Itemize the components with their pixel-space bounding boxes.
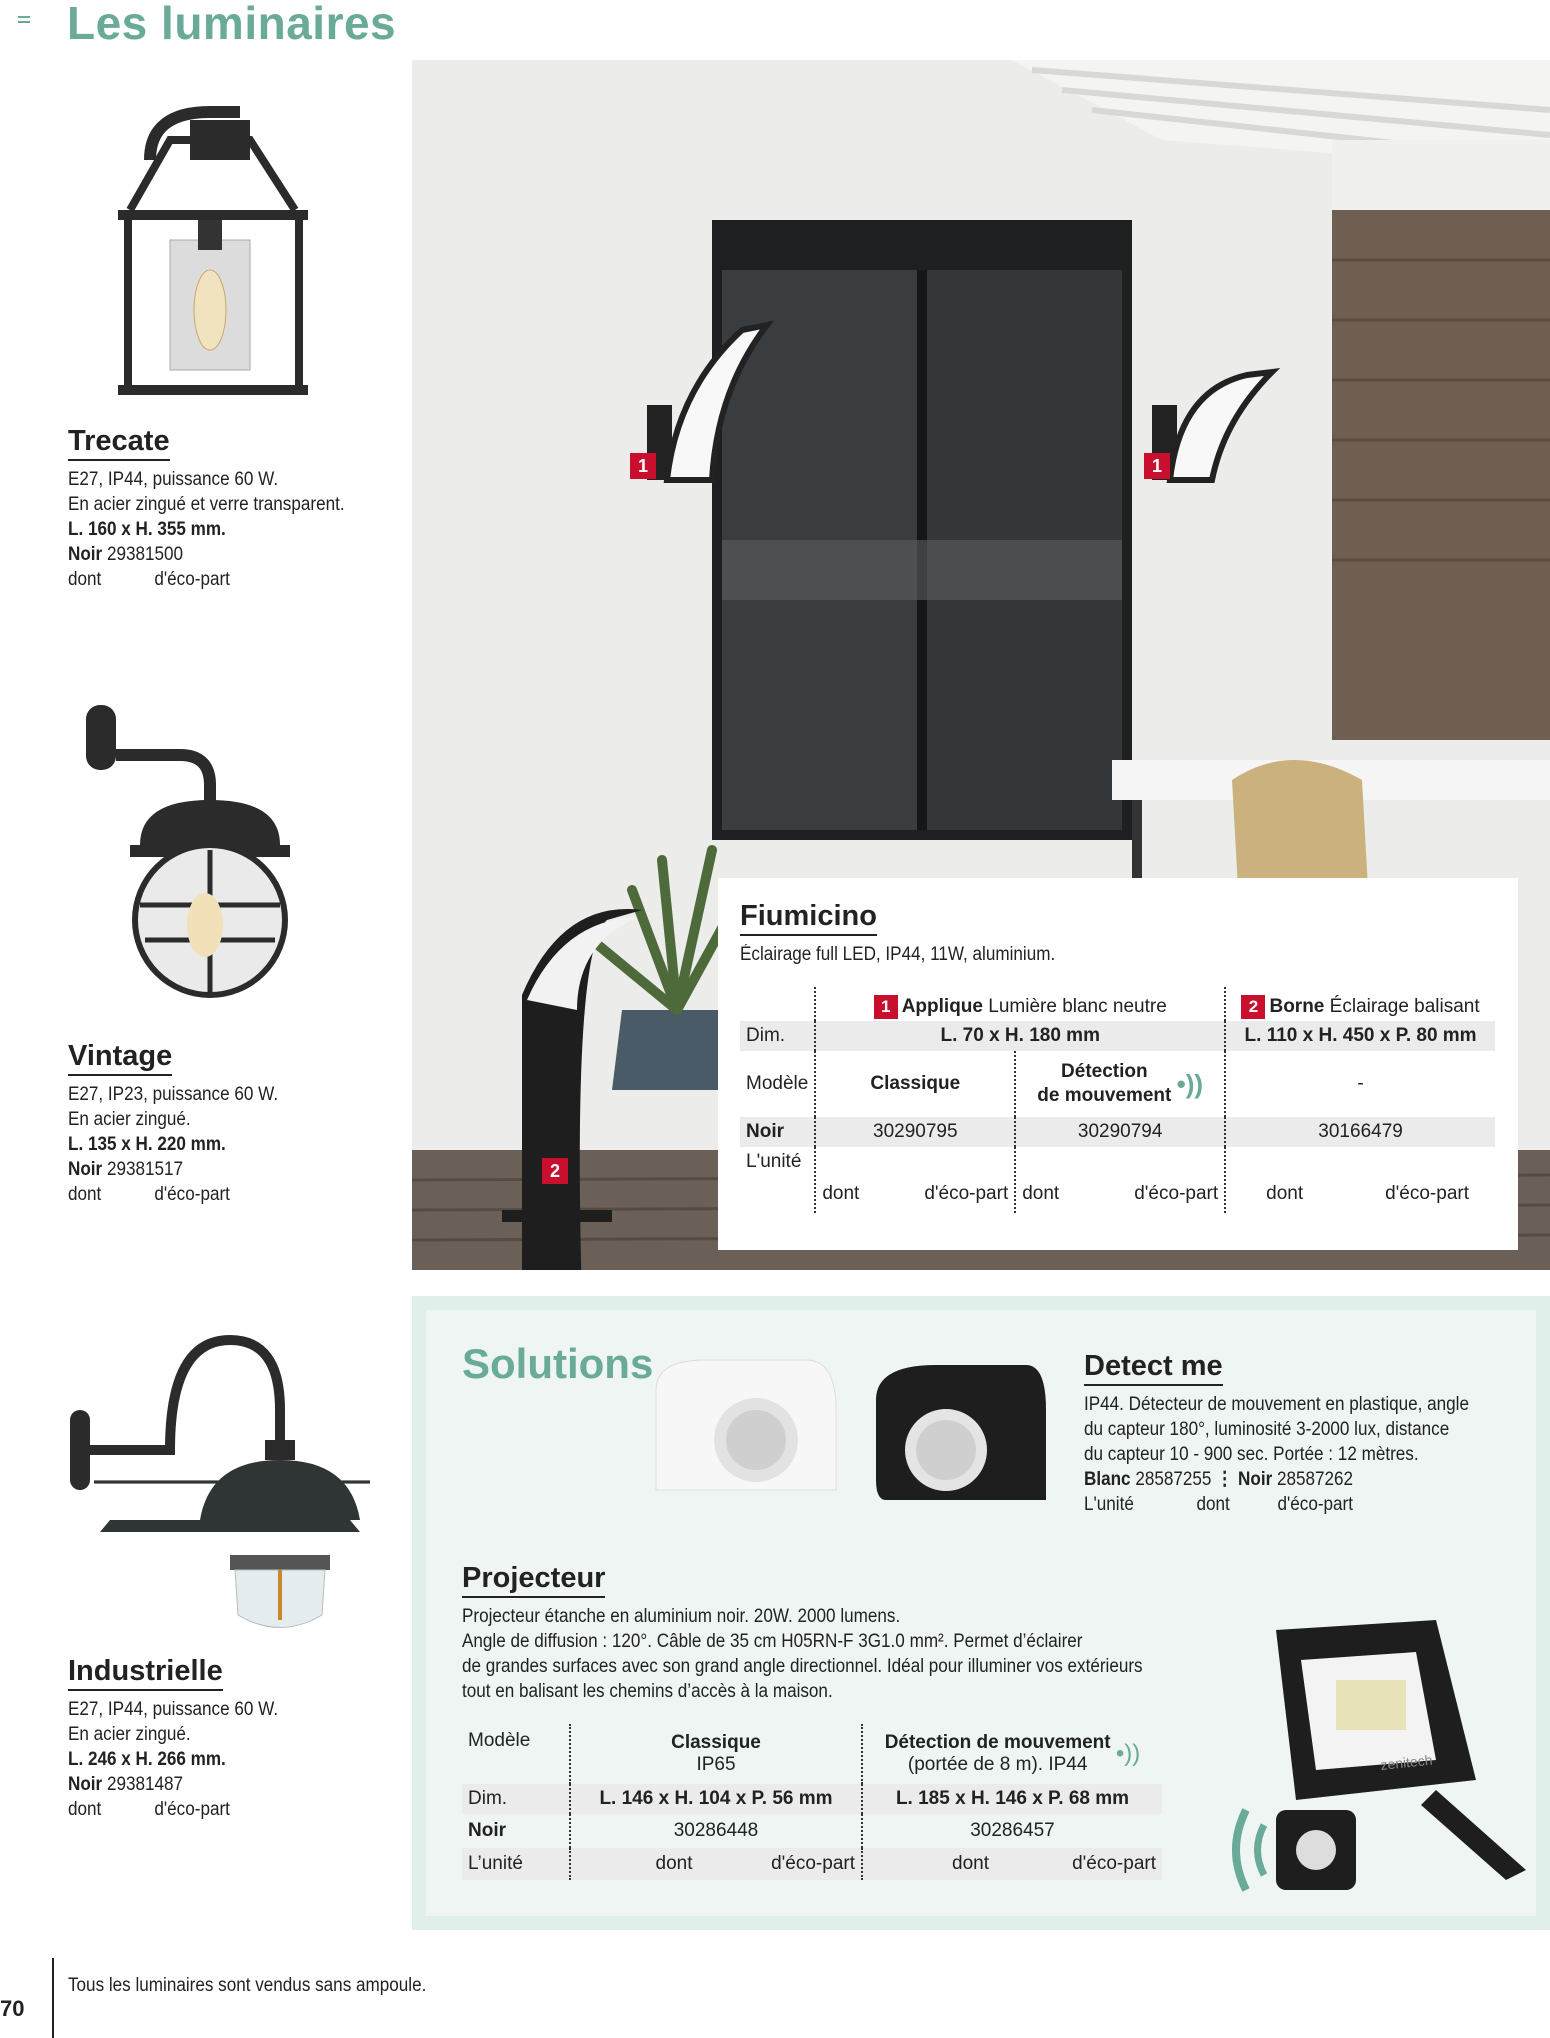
row-label: L'unité: [746, 1151, 802, 1172]
dont-label: dont: [655, 1853, 693, 1874]
reference: 30286448: [570, 1814, 862, 1848]
product-name: Projecteur: [462, 1562, 605, 1598]
reference: 30290795: [815, 1117, 1015, 1147]
dimensions: L. 135 x H. 220 mm.: [68, 1134, 226, 1155]
spec-line: E27, IP44, puissance 60 W.: [68, 469, 279, 490]
reference: 29381517: [106, 1159, 184, 1180]
motion-sensor-icon: •)): [1115, 1740, 1141, 1767]
product-detect-me: Detect me IP44. Détecteur de mouvement en plastique, angle du capteur 180°, luminosité 3-2000 lux, distance du capteur 10 - 900 sec. Portée : 12 mètres. Blanc 28587255 ⋮ Noir 28587262 L'unité dont d'éco-part: [1084, 1350, 1524, 1517]
model-value: IP65: [696, 1754, 736, 1775]
reference: 30166479: [1225, 1117, 1495, 1147]
dim-value: L. 146 x H. 104 x P. 56 mm: [570, 1784, 862, 1814]
page-title: Les luminaires: [67, 0, 397, 49]
row-label: Dim.: [746, 1025, 786, 1046]
dim-value: L. 70 x H. 180 mm: [815, 1021, 1225, 1051]
fiumicino-table: [740, 987, 1495, 1213]
reference: 29381500: [106, 544, 184, 565]
col-head-bold: Borne: [1269, 996, 1325, 1018]
model-value: de mouvement: [1037, 1085, 1172, 1106]
badge-2: 2: [542, 1158, 568, 1184]
eco-part-label: d'éco-part: [1072, 1853, 1156, 1874]
spec-line: tout en balisant les chemins d’accès à la maison.: [462, 1681, 833, 1702]
spec-line: du capteur 10 - 900 sec. Portée : 12 mètres.: [1084, 1444, 1419, 1465]
product-projecteur: [462, 1562, 1222, 1880]
menu-icon[interactable]: [18, 16, 30, 26]
dont-label: dont: [68, 1799, 102, 1820]
projector-image: [1206, 1610, 1536, 1910]
col-head-rest: Lumière blanc neutre: [988, 996, 1167, 1018]
dont-label: dont: [68, 1184, 102, 1205]
eco-part-label: d'éco-part: [1385, 1183, 1469, 1204]
vintage-lamp-image: [80, 705, 300, 1015]
reference: 30290794: [1015, 1117, 1225, 1147]
dimensions: L. 246 x H. 266 mm.: [68, 1749, 226, 1770]
solutions-title: Solutions: [462, 1340, 654, 1387]
eco-part-label: d'éco-part: [1277, 1494, 1354, 1515]
eco-part-label: d'éco-part: [1134, 1183, 1219, 1204]
dim-value: L. 185 x H. 146 x P. 68 mm: [862, 1784, 1162, 1814]
reference: 29381487: [106, 1774, 184, 1795]
spec-line: IP44. Détecteur de mouvement en plastique, angle: [1084, 1394, 1470, 1415]
dont-label: dont: [1196, 1494, 1230, 1515]
color-label: Noir: [1238, 1469, 1273, 1490]
dont-label: dont: [1266, 1183, 1304, 1204]
product-name: Fiumicino: [740, 900, 877, 936]
dimensions: L. 160 x H. 355 mm.: [68, 519, 226, 540]
product-vintage: [68, 1040, 301, 1207]
row-label: Noir: [468, 1820, 506, 1841]
badge-1: 1: [874, 995, 898, 1019]
color-label: Noir: [68, 1159, 103, 1180]
industrielle-lamp-image: [70, 1330, 370, 1630]
badge-2: 2: [1241, 995, 1265, 1019]
fiumicino-box: [718, 878, 1518, 1250]
col-head-bold: Applique: [901, 996, 983, 1018]
motion-sensor-icon: •)): [1176, 1069, 1204, 1099]
product-name: Industrielle: [68, 1655, 223, 1691]
spec-line: E27, IP44, puissance 60 W.: [68, 1699, 279, 1720]
solutions-panel: [412, 1296, 1550, 1930]
footer-note: Tous les luminaires sont vendus sans ampoule.: [68, 1975, 427, 1996]
trecate-lamp-image: [110, 100, 320, 400]
brand-label: zenitech: [1379, 1751, 1434, 1773]
spec-line: du capteur 180°, luminosité 3-2000 lux, distance: [1084, 1419, 1450, 1440]
product-name: Detect me: [1084, 1350, 1223, 1386]
spec-line: E27, IP23, puissance 60 W.: [68, 1084, 279, 1105]
color-label: Noir: [68, 544, 103, 565]
spec-line: Angle de diffusion : 120°. Câble de 35 cm H05RN-F 3G1.0 mm². Permet d’éclairer: [462, 1631, 1083, 1652]
dim-value: L. 110 x H. 450 x P. 80 mm: [1225, 1021, 1495, 1051]
badge-1: 1: [630, 453, 656, 479]
spec-line: de grandes surfaces avec son grand angle directionnel. Idéal pour illuminer vos extérieurs: [462, 1656, 1143, 1677]
product-trecate: [68, 425, 375, 592]
model-value: -: [1225, 1051, 1495, 1117]
row-label: Noir: [746, 1121, 784, 1142]
col-head-rest: Éclairage balisant: [1329, 996, 1480, 1018]
row-label: Dim.: [468, 1788, 508, 1809]
unit-label: L'unité: [1084, 1494, 1134, 1515]
eco-part-label: d'éco-part: [924, 1183, 1009, 1204]
model-value: Classique: [671, 1732, 761, 1753]
eco-part-label: d'éco-part: [154, 569, 230, 590]
spec-line: Projecteur étanche en aluminium noir. 20W. 2000 lumens.: [462, 1606, 901, 1627]
product-name: Trecate: [68, 425, 170, 461]
eco-part-label: d'éco-part: [771, 1853, 855, 1874]
dont-label: dont: [822, 1183, 860, 1204]
eco-part-label: d'éco-part: [154, 1184, 230, 1205]
spec-line: En acier zingué.: [68, 1109, 191, 1130]
detector-images: [646, 1350, 1066, 1520]
reference: 28587262: [1276, 1469, 1354, 1490]
color-label: Noir: [68, 1774, 103, 1795]
product-industrielle: [68, 1655, 301, 1822]
badge-1: 1: [1144, 453, 1170, 479]
footer-divider: [52, 1958, 54, 2038]
row-label: L’unité: [468, 1853, 523, 1874]
row-label: Modèle: [746, 1073, 809, 1094]
model-value: Détection: [1061, 1061, 1148, 1082]
row-label: Modèle: [468, 1730, 531, 1751]
projecteur-table: [462, 1724, 1162, 1880]
product-description: Éclairage full LED, IP44, 11W, aluminium.: [740, 944, 1056, 965]
page-number: 70: [0, 1996, 25, 2021]
color-label: Blanc: [1084, 1469, 1131, 1490]
product-name: Vintage: [68, 1040, 172, 1076]
model-value: Détection de mouvement: [884, 1732, 1111, 1753]
model-value: Classique: [815, 1051, 1015, 1117]
dont-label: dont: [1022, 1183, 1060, 1204]
reference: 30286457: [862, 1814, 1162, 1848]
reference: 28587255: [1135, 1469, 1212, 1490]
model-value: (portée de 8 m). IP44: [907, 1754, 1088, 1775]
eco-part-label: d'éco-part: [154, 1799, 230, 1820]
dont-label: dont: [68, 569, 102, 590]
spec-line: En acier zingué et verre transparent.: [68, 494, 345, 515]
dont-label: dont: [952, 1853, 990, 1874]
spec-line: En acier zingué.: [68, 1724, 191, 1745]
